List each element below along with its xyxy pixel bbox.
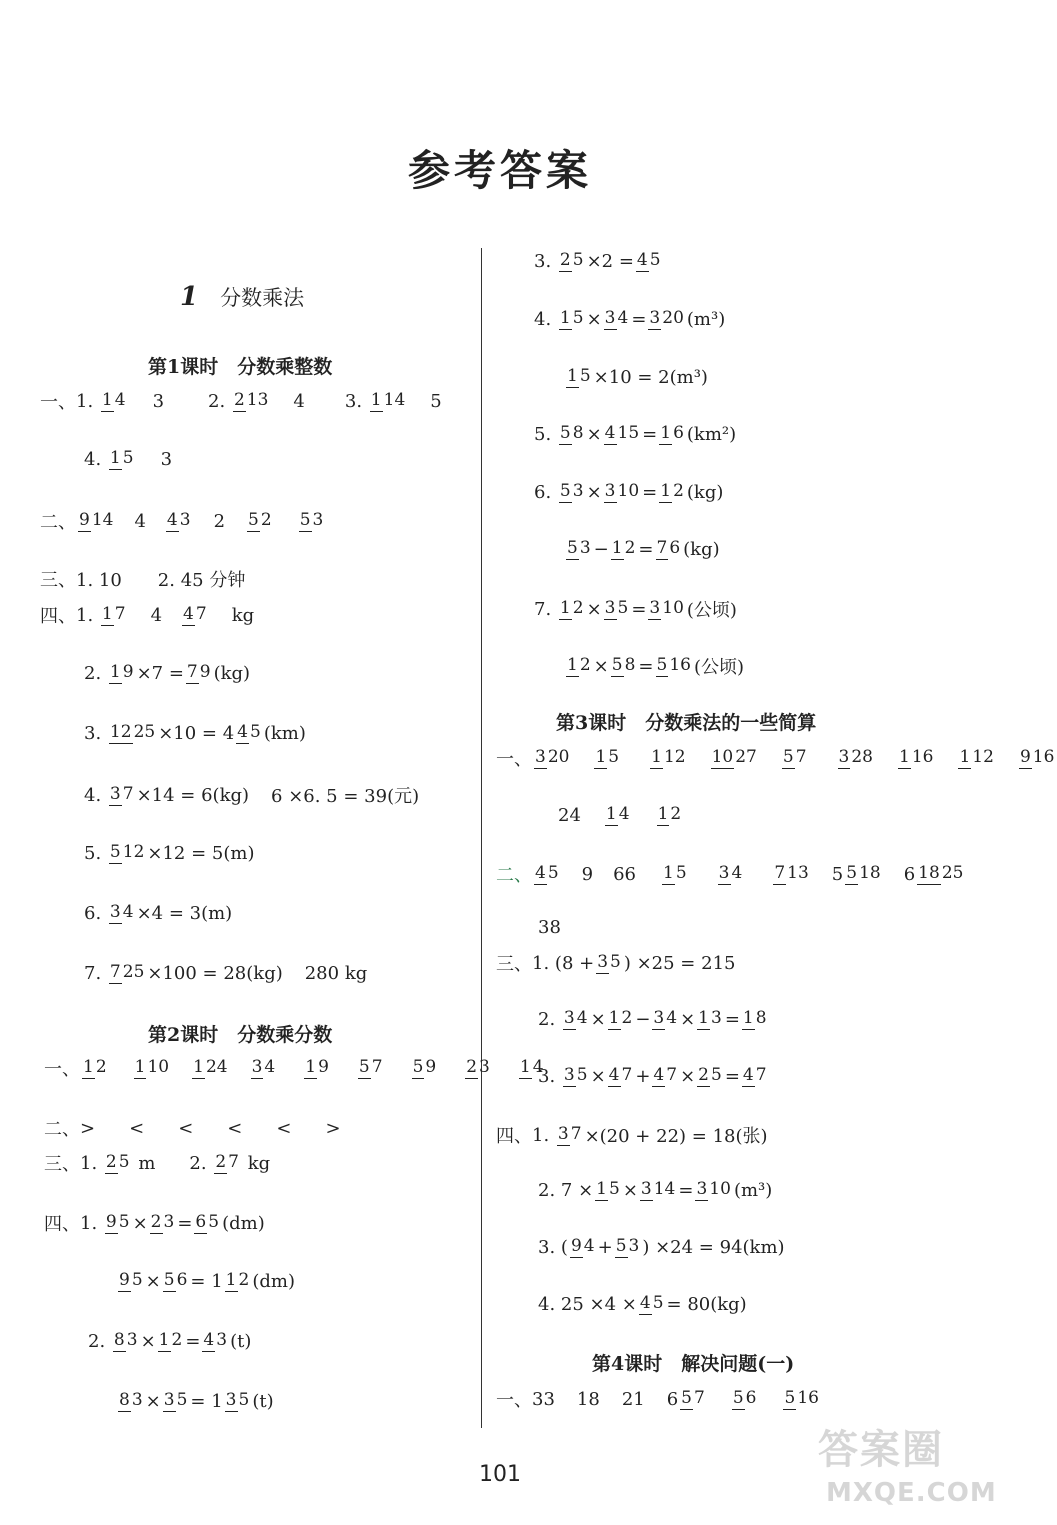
fraction: 2 5: [559, 250, 584, 270]
answer-1-section2: 二、 9 14 4 4 3 2 5 2 5 3: [40, 510, 324, 533]
fraction: 3 10: [649, 598, 684, 618]
fraction: 3 4: [718, 863, 743, 883]
fraction: 12 25: [109, 722, 156, 742]
fraction: 1 5: [109, 448, 134, 468]
lesson-1-heading: 第1课时 分数乘整数: [148, 356, 333, 378]
fraction: 2 5: [698, 1065, 722, 1085]
answer-r-5: 5. 5 8 × 4 15 = 1 6 (km²): [534, 423, 737, 445]
fraction: 3 7: [109, 784, 134, 804]
fraction: 4 7: [653, 1065, 678, 1085]
answer-1-4: 4. 1 5 3: [84, 448, 173, 470]
fraction: 1 2: [611, 538, 636, 558]
fraction: 1 7: [101, 604, 126, 624]
fraction: 1 2: [158, 1330, 183, 1350]
fraction: 3 28: [838, 747, 873, 767]
answer-3-section3-3: 3. 3 5 × 4 7 + 4 7 × 2 5 = 4 7: [538, 1065, 767, 1087]
fraction: 1 14: [370, 390, 406, 410]
answer-3-section2b: 38: [538, 917, 561, 938]
fraction: 1 12: [651, 747, 686, 767]
answer-1-section4-6: 6. 3 4 ×4 = 3(m): [84, 902, 233, 924]
chapter-number: 1: [180, 282, 199, 312]
answer-2-section4-1b: 9 5 × 5 6 = 1 1 2 (dm): [119, 1270, 295, 1292]
answer-3-section4-3: 3. ( 9 4 + 5 3 ) ×24 = 94(km): [538, 1236, 785, 1258]
fraction: 5 6: [732, 1388, 757, 1408]
fraction: 1 24: [193, 1057, 228, 1077]
fraction: 4 3: [166, 510, 191, 530]
fraction: 4 7: [742, 1065, 767, 1085]
fraction: 3 10: [696, 1179, 731, 1199]
answer-4-section1: 一、 33 18 21 6 5 7 5 6 5 16: [496, 1388, 819, 1411]
fraction: 1 2: [567, 655, 591, 675]
answer-3-section4-1: 四、 1. 3 7 ×(20 + 22) = 18(张): [496, 1124, 768, 1147]
fraction: 9 5: [105, 1212, 130, 1232]
fraction: 1 16: [899, 747, 934, 767]
answer-1-section4-1: 四、 1. 1 7 4 4 7 kg: [40, 604, 255, 627]
fraction: 3 5: [604, 598, 629, 618]
fraction: 1 2: [608, 1008, 633, 1028]
fraction: 4 7: [183, 604, 207, 624]
answer-3-section1b: 24 1 4 1 2: [558, 804, 682, 826]
fraction: 3 5: [563, 1065, 588, 1085]
fraction: 1 2: [225, 1270, 250, 1290]
fraction: 1 5: [559, 308, 584, 328]
fraction: 5 8: [559, 423, 584, 443]
page-title: 参考答案: [407, 146, 592, 195]
answer-r-7b: 1 2 × 5 8 = 5 16 (公顷): [567, 655, 745, 678]
fraction: 9 14: [79, 510, 114, 530]
answer-1-section4-2: 2. 1 9 ×7 = 7 9 (kg): [84, 662, 251, 684]
fraction: 1 9: [305, 1057, 329, 1077]
fraction: 3 7: [557, 1124, 582, 1144]
fraction: 8 3: [113, 1330, 138, 1350]
fraction: 7 13: [774, 863, 809, 883]
answer-1-section4-5: 5. 5 12 ×12 = 5(m): [84, 842, 255, 864]
answer-1-section4-3: 3. 12 25 ×10 = 4 4 5 (km): [84, 722, 306, 744]
answer-3-section3-1: 三、 1. (8 + 3 5 ) ×25 = 215: [496, 952, 736, 975]
fraction: 5 12: [109, 842, 145, 862]
fraction: 3 4: [604, 308, 629, 328]
fraction: 3 5: [225, 1390, 250, 1410]
answer-1-section4-7: 7. 7 25 ×100 = 28(kg) 280 kg: [84, 962, 368, 984]
fraction: 1 2: [657, 804, 682, 824]
fraction: 1 2: [559, 598, 584, 618]
answer-2-section1: 一、 1 2 1 10 1 24 3 4 1 9 5 7 5 9 2 3 1 4: [44, 1057, 544, 1080]
question-label: 1.: [76, 390, 94, 412]
fraction: 3 5: [597, 952, 621, 972]
fraction: 3 20: [649, 308, 684, 328]
fraction: 6 5: [195, 1212, 220, 1232]
fraction: 2 7: [215, 1152, 239, 1172]
answer-r-7a: 7. 1 2 × 3 5 = 3 10 (公顷): [534, 598, 737, 621]
fraction: 4 15: [604, 423, 640, 443]
page-number: 101: [479, 1462, 521, 1487]
fraction: 5 8: [611, 655, 636, 675]
fraction: 7 6: [656, 538, 681, 558]
fraction: 5 3: [559, 481, 584, 501]
chapter-heading: [180, 282, 304, 312]
answer-3-section2a: 二、 4 5 9 66 1 5 3 4 7 13 5 5 18 6 18 25: [496, 863, 964, 886]
fraction: 1 4: [605, 804, 630, 824]
fraction: 1 5: [596, 1179, 620, 1199]
fraction: 5 16: [656, 655, 691, 675]
answer-r-3: 3. 2 5 ×2 = 4 5: [534, 250, 661, 272]
fraction: 5 9: [412, 1057, 437, 1077]
answer-3-section3-2: 2. 3 4 × 1 2 − 3 4 × 1 3 = 1 8: [538, 1008, 767, 1030]
answer-3-section4-4: 4. 25 ×4 × 4 5 = 80(kg): [538, 1293, 747, 1315]
answer-3-section4-2: 2. 7 × 1 5 × 3 14 = 3 10 (m³): [538, 1179, 773, 1201]
fraction: 4 5: [636, 250, 661, 270]
fraction: 1 10: [134, 1057, 170, 1077]
column-divider: [481, 248, 482, 1428]
lesson-4-heading: 第4课时 解决问题(一): [592, 1353, 795, 1375]
watermark-url: MXQE.COM: [826, 1478, 997, 1508]
fraction: 1 4: [101, 390, 126, 410]
answer-2-section4-1a: 四、 1. 9 5 × 2 3 = 6 5 (dm): [44, 1212, 265, 1235]
fraction: 7 25: [109, 962, 145, 982]
fraction: 5 18: [846, 863, 881, 883]
fraction: 4 5: [535, 863, 559, 883]
lesson-2-heading: 第2课时 分数乘分数: [148, 1024, 333, 1046]
fraction: 1 3: [698, 1008, 722, 1028]
fraction: 1 5: [567, 366, 591, 386]
fraction: 4 5: [237, 722, 261, 742]
answer-2-section3: 三、 1. 2 5 m 2. 2 7 kg: [44, 1152, 271, 1175]
fraction: 1 6: [660, 423, 684, 443]
fraction: 5 3: [299, 510, 324, 530]
fraction: 9 5: [119, 1270, 143, 1290]
fraction: 4 7: [608, 1065, 633, 1085]
fraction: 2 3: [466, 1057, 490, 1077]
fraction: 5 6: [163, 1270, 188, 1290]
fraction: 5 7: [358, 1057, 383, 1077]
fraction: 1 8: [742, 1008, 767, 1028]
fraction: 10 27: [711, 747, 757, 767]
fraction: 5 7: [782, 747, 807, 767]
fraction: 4 5: [639, 1293, 664, 1313]
answer-2-section4-2b: 8 3 × 3 5 = 1 3 5 (t): [119, 1390, 274, 1412]
fraction: 2 13: [233, 390, 269, 410]
fraction: 5 2: [248, 510, 272, 530]
answer-1-1: 一、 1. 1 4 3 2. 2 13 4 3. 1 14 5: [40, 390, 442, 413]
fraction: 18 25: [918, 863, 964, 883]
answer-r-4b: 1 5 ×10 = 2(m³): [567, 366, 708, 388]
fraction: 1 9: [109, 662, 134, 682]
fraction: 9 4: [570, 1236, 595, 1256]
fraction: 3 5: [163, 1390, 188, 1410]
chapter-name: 分数乘法: [220, 286, 305, 310]
fraction: 1 4: [519, 1057, 544, 1077]
fraction: 5 7: [681, 1388, 705, 1408]
answer-1-section3: 三、 1. 10 2. 45 分钟: [40, 570, 246, 591]
fraction: 5 16: [784, 1388, 819, 1408]
section-label: 一、: [40, 392, 76, 413]
fraction: 7 9: [186, 662, 211, 682]
fraction: 3 4: [109, 902, 134, 922]
fraction: 8 3: [119, 1390, 143, 1410]
fraction: 3 4: [251, 1057, 276, 1077]
fraction: 4 3: [203, 1330, 228, 1350]
fraction: 9 16: [1019, 747, 1055, 767]
lesson-3-heading: 第3课时 分数乘法的一些简算: [556, 712, 817, 734]
fraction: 5 3: [615, 1236, 640, 1256]
answer-r-4a: 4. 1 5 × 3 4 = 3 20 (m³): [534, 308, 726, 330]
fraction: 1 2: [83, 1057, 107, 1077]
fraction: 3 4: [563, 1008, 588, 1028]
fraction: 1 2: [660, 481, 684, 501]
fraction: 3 14: [640, 1179, 676, 1199]
answer-r-6b: 5 3 − 1 2 = 7 6 (kg): [567, 538, 720, 560]
fraction: 3 4: [653, 1008, 678, 1028]
answer-2-section2: 二、 > < < < < >: [44, 1117, 341, 1140]
answer-1-section4-4: 4. 3 7 ×14 = 6(kg) 6 ×6. 5 = 39(元): [84, 784, 420, 807]
fraction: 2 3: [150, 1212, 175, 1232]
fraction: 3 10: [604, 481, 640, 501]
fraction: 1 5: [595, 747, 620, 767]
fraction: 1 5: [663, 863, 687, 883]
fraction: 2 5: [105, 1152, 130, 1172]
fraction: 5 3: [567, 538, 591, 558]
fraction: 1 12: [959, 747, 994, 767]
answer-3-section1a: 一、 3 20 1 5 1 12 10 27 5 7 3 28 1 16 1 12 9 16: [496, 747, 1055, 770]
answer-r-6a: 6. 5 3 × 3 10 = 1 2 (kg): [534, 481, 724, 503]
answer-2-section4-2a: 2. 8 3 × 1 2 = 4 3 (t): [88, 1330, 252, 1352]
watermark-logo: 答案圈: [818, 1427, 944, 1473]
fraction: 3 20: [535, 747, 570, 767]
